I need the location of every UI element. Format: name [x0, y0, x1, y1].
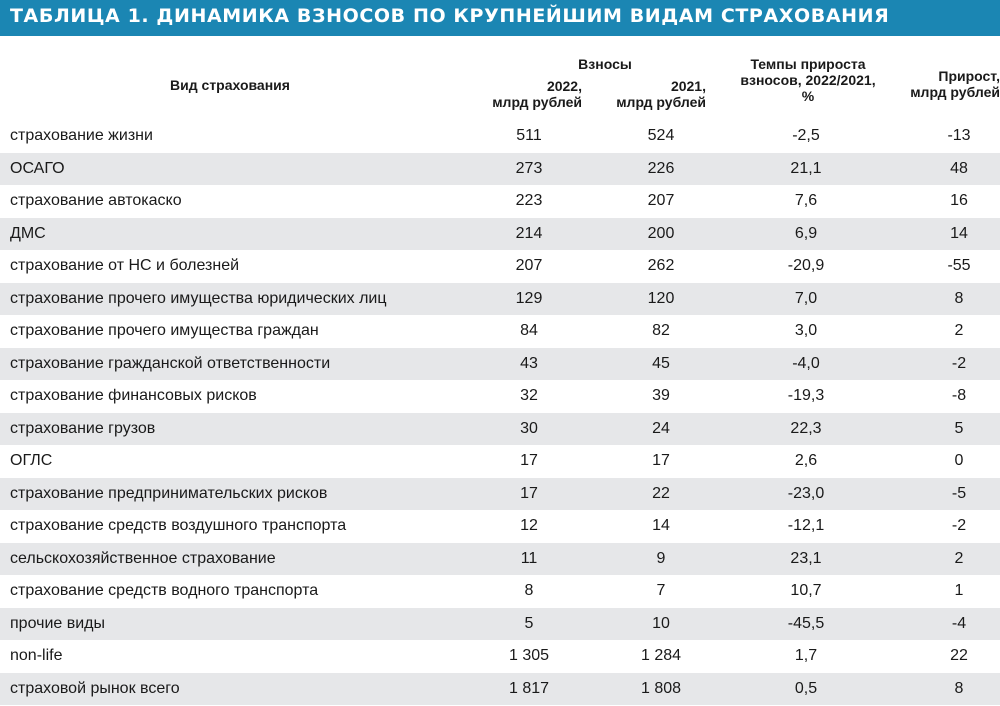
insurance-type-cell: ОСАГО	[0, 153, 462, 186]
growth-cell: 22	[870, 640, 1000, 673]
premiums-2021-cell: 14	[582, 510, 712, 543]
premiums-2021-cell: 524	[582, 120, 712, 153]
header-growth-rate	[728, 56, 888, 104]
premiums-2021-cell: 262	[582, 250, 712, 283]
table-row	[0, 218, 1000, 251]
table-row	[0, 283, 1000, 316]
growth-cell: -5	[870, 478, 1000, 511]
insurance-type-cell: страхование автокаско	[0, 185, 462, 218]
growth-cell: 48	[870, 153, 1000, 186]
growth-rate-cell: 7,6	[712, 185, 870, 218]
header-2021-line1: 2021,	[670, 78, 706, 94]
growth-rate-cell: 7,0	[712, 283, 870, 316]
premiums-2022-cell: 30	[462, 413, 582, 446]
premiums-2022-cell: 32	[462, 380, 582, 413]
premiums-2021-cell: 10	[582, 608, 712, 641]
premiums-2022-cell: 8	[462, 575, 582, 608]
premiums-2022-cell: 12	[462, 510, 582, 543]
insurance-type-cell: страхование предпринимательских рисков	[0, 478, 462, 511]
growth-rate-cell: 6,9	[712, 218, 870, 251]
premiums-2022-cell: 17	[462, 445, 582, 478]
growth-rate-cell: 10,7	[712, 575, 870, 608]
growth-cell: 1	[870, 575, 1000, 608]
premiums-2022-cell: 84	[462, 315, 582, 348]
growth-rate-cell: 22,3	[712, 413, 870, 446]
insurance-type-cell: страховой рынок всего	[0, 673, 462, 706]
growth-rate-cell: 1,7	[712, 640, 870, 673]
table-row	[0, 120, 1000, 153]
premiums-2021-cell: 7	[582, 575, 712, 608]
insurance-type-cell: страхование финансовых рисков	[0, 380, 462, 413]
table-row	[0, 185, 1000, 218]
growth-rate-cell: 23,1	[712, 543, 870, 576]
premiums-2022-cell: 17	[462, 478, 582, 511]
table-row	[0, 315, 1000, 348]
premiums-2022-cell: 511	[462, 120, 582, 153]
table-row	[0, 510, 1000, 543]
insurance-type-cell: страхование от НС и болезней	[0, 250, 462, 283]
premiums-2022-cell: 43	[462, 348, 582, 381]
table-row	[0, 153, 1000, 186]
header-rate-line2: взносов, 2022/2021,	[740, 72, 876, 88]
growth-rate-cell: -19,3	[712, 380, 870, 413]
growth-rate-cell: -4,0	[712, 348, 870, 381]
premiums-2021-cell: 1 284	[582, 640, 712, 673]
growth-cell: -55	[870, 250, 1000, 283]
insurance-type-cell: страхование средств воздушного транспорта	[0, 510, 462, 543]
premiums-2021-cell: 82	[582, 315, 712, 348]
header-insurance-type: Вид страхования	[170, 77, 290, 93]
header-premiums: Взносы	[578, 56, 632, 72]
premiums-2021-cell: 45	[582, 348, 712, 381]
growth-cell: 2	[870, 315, 1000, 348]
growth-cell: -2	[870, 348, 1000, 381]
premiums-2021-cell: 1 808	[582, 673, 712, 706]
growth-cell: 5	[870, 413, 1000, 446]
growth-rate-cell: 0,5	[712, 673, 870, 706]
header-2022-line2: млрд рублей	[492, 94, 582, 110]
premiums-2021-cell: 9	[582, 543, 712, 576]
insurance-type-cell: non-life	[0, 640, 462, 673]
table-row	[0, 413, 1000, 446]
insurance-type-cell: страхование гражданской ответственности	[0, 348, 462, 381]
premiums-2021-cell: 22	[582, 478, 712, 511]
insurance-type-cell: ДМС	[0, 218, 462, 251]
premiums-2022-cell: 129	[462, 283, 582, 316]
header-rate-line3: %	[801, 88, 815, 104]
growth-cell: 0	[870, 445, 1000, 478]
table-row	[0, 250, 1000, 283]
premiums-2021-cell: 17	[582, 445, 712, 478]
header-growth-line2: млрд рублей	[910, 84, 1000, 100]
premiums-2021-cell: 24	[582, 413, 712, 446]
premiums-2022-cell: 207	[462, 250, 582, 283]
premiums-2022-cell: 214	[462, 218, 582, 251]
table-row	[0, 348, 1000, 381]
header-growth	[888, 68, 1000, 100]
premiums-2021-cell: 226	[582, 153, 712, 186]
premiums-table-body	[0, 120, 1000, 705]
premiums-2021-cell: 39	[582, 380, 712, 413]
growth-rate-cell: -20,9	[712, 250, 870, 283]
insurance-type-cell: сельскохозяйственное страхование	[0, 543, 462, 576]
growth-rate-cell: 3,0	[712, 315, 870, 348]
insurance-type-cell: прочие виды	[0, 608, 462, 641]
table-row	[0, 640, 1000, 673]
insurance-type-cell: страхование жизни	[0, 120, 462, 153]
header-2022-line1: 2022,	[546, 78, 582, 94]
table-title: ТАБЛИЦА 1. ДИНАМИКА ВЗНОСОВ ПО КРУПНЕЙШИМ ВИДАМ СТРАХОВАНИЯ	[0, 0, 1000, 44]
premiums-2022-cell: 1 817	[462, 673, 582, 706]
table-row	[0, 543, 1000, 576]
growth-cell: -13	[870, 120, 1000, 153]
growth-cell: 16	[870, 185, 1000, 218]
growth-cell: 2	[870, 543, 1000, 576]
premiums-2022-cell: 1 305	[462, 640, 582, 673]
growth-cell: -8	[870, 380, 1000, 413]
premiums-2022-cell: 11	[462, 543, 582, 576]
header-growth-line1: Прирост,	[938, 68, 1000, 84]
insurance-type-cell: ОГЛС	[0, 445, 462, 478]
growth-cell: -2	[870, 510, 1000, 543]
insurance-type-cell: страхование грузов	[0, 413, 462, 446]
table-row	[0, 445, 1000, 478]
growth-cell: -4	[870, 608, 1000, 641]
growth-cell: 8	[870, 673, 1000, 706]
growth-cell: 8	[870, 283, 1000, 316]
growth-rate-cell: -23,0	[712, 478, 870, 511]
header-2021-line2: млрд рублей	[616, 94, 706, 110]
premiums-2022-cell: 223	[462, 185, 582, 218]
premiums-table	[0, 120, 1000, 706]
growth-rate-cell: 2,6	[712, 445, 870, 478]
header-2022	[462, 78, 582, 110]
premiums-2022-cell: 5	[462, 608, 582, 641]
table-header	[0, 44, 1000, 120]
growth-rate-cell: -45,5	[712, 608, 870, 641]
growth-rate-cell: -2,5	[712, 120, 870, 153]
premiums-2021-cell: 120	[582, 283, 712, 316]
growth-rate-cell: 21,1	[712, 153, 870, 186]
premiums-2021-cell: 207	[582, 185, 712, 218]
premiums-2021-cell: 200	[582, 218, 712, 251]
insurance-type-cell: страхование прочего имущества юридических лиц	[0, 283, 462, 316]
premiums-2022-cell: 273	[462, 153, 582, 186]
table-row	[0, 608, 1000, 641]
insurance-type-cell: страхование прочего имущества граждан	[0, 315, 462, 348]
growth-cell: 14	[870, 218, 1000, 251]
table-row	[0, 575, 1000, 608]
header-2021	[582, 78, 706, 110]
table-row	[0, 380, 1000, 413]
header-rate-line1: Темпы прироста	[750, 56, 866, 72]
growth-rate-cell: -12,1	[712, 510, 870, 543]
table-row	[0, 673, 1000, 706]
insurance-type-cell: страхование средств водного транспорта	[0, 575, 462, 608]
table-row	[0, 478, 1000, 511]
